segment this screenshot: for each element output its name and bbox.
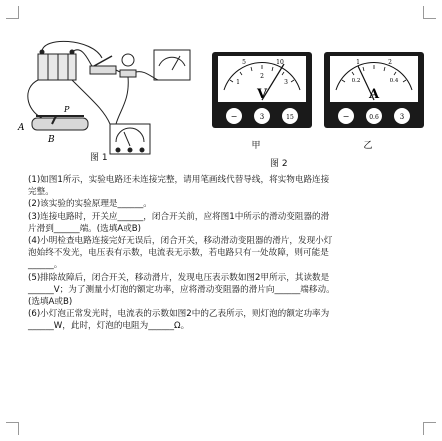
question-line: (2)该实验的实验原理是______。 <box>28 199 152 210</box>
question-2 <box>28 198 432 210</box>
meter-unit: A <box>368 87 380 102</box>
question-line: (5)排除故障后，闭合开关，移动滑片，发现电压表示数如图2甲所示，其读数是 <box>28 272 330 283</box>
meter-right <box>324 52 424 151</box>
terminal-neg: − <box>230 112 238 121</box>
label-a: A <box>18 123 25 133</box>
question-5 <box>28 272 432 309</box>
question-line: 泡始终不发光，电压表有示数，电流表无示数，若电路只有一处故障，则可能是 <box>28 248 329 259</box>
question-6 <box>28 308 432 332</box>
page-corner-mark <box>423 6 436 19</box>
battery-box <box>38 54 76 80</box>
scale-top-2: 2 <box>388 59 392 66</box>
scale-bottom-2: 0.4 <box>389 78 399 84</box>
question-line: 片滑到______端。(选填A或B) <box>28 223 142 234</box>
page-corner-mark <box>6 6 19 19</box>
question-line: (4)小明检查电路连接完好无误后，闭合开关，移动滑动变阻器的滑片，发现小灯 <box>28 236 333 247</box>
question-line: ______V；为了测量小灯泡的额定功率，应将滑动变阻器的滑片向______端移动。 <box>28 284 335 295</box>
label-b: B <box>48 135 55 145</box>
scale-top-2: 10 <box>276 59 284 66</box>
meter-unit: V <box>256 87 268 102</box>
meter-right-name: 乙 <box>363 141 373 151</box>
question-line: (1)如图1所示，实验电路还未连接完整，请用笔画线代替导线，将实物电路连接 <box>28 175 330 185</box>
scale-bottom-3: 3 <box>284 79 288 86</box>
meters-figure <box>210 50 432 166</box>
terminal-2: 0.6 <box>369 114 379 121</box>
label-p: P <box>64 105 70 114</box>
scale-top-1: 5 <box>242 59 246 66</box>
page-corner-mark <box>6 422 19 435</box>
terminal-2: 3 <box>259 113 265 121</box>
lamp <box>122 54 134 66</box>
page-corner-mark <box>423 422 436 435</box>
question-block <box>28 174 432 333</box>
question-line: (3)连接电路时，开关应______，闭合开关前，应将图1中所示的滑动变阻器的滑 <box>28 211 330 222</box>
question-line: 完整。 <box>28 187 54 198</box>
scale-bottom-2: 2 <box>260 73 264 80</box>
rheostat <box>32 118 88 130</box>
meter-left-name: 甲 <box>251 141 261 151</box>
question-line: ______。 <box>28 260 63 271</box>
meter-left <box>212 52 312 151</box>
question-1 <box>28 174 432 198</box>
question-line: (选填A或B) <box>28 297 73 308</box>
terminal-3: 3 <box>399 113 405 121</box>
question-line: ______W，此时，灯泡的电阻为______Ω。 <box>28 321 190 332</box>
scale-bottom-1: 1 <box>236 79 240 86</box>
terminal-neg: − <box>342 112 350 121</box>
question-line: (6)小灯泡正常发光时，电流表的示数如图2中的乙表所示，则灯泡的额定功率为 <box>28 309 330 320</box>
scale-top-1: 1 <box>356 59 360 66</box>
switch <box>90 66 116 74</box>
figure2-caption: 图 2 <box>270 159 288 169</box>
terminal-3: 15 <box>286 114 294 121</box>
scale-bottom-1: 0.2 <box>351 78 361 84</box>
figure1-caption: 图 1 <box>90 153 108 163</box>
circuit-figure <box>12 40 208 158</box>
question-4 <box>28 235 432 272</box>
question-3 <box>28 211 432 235</box>
